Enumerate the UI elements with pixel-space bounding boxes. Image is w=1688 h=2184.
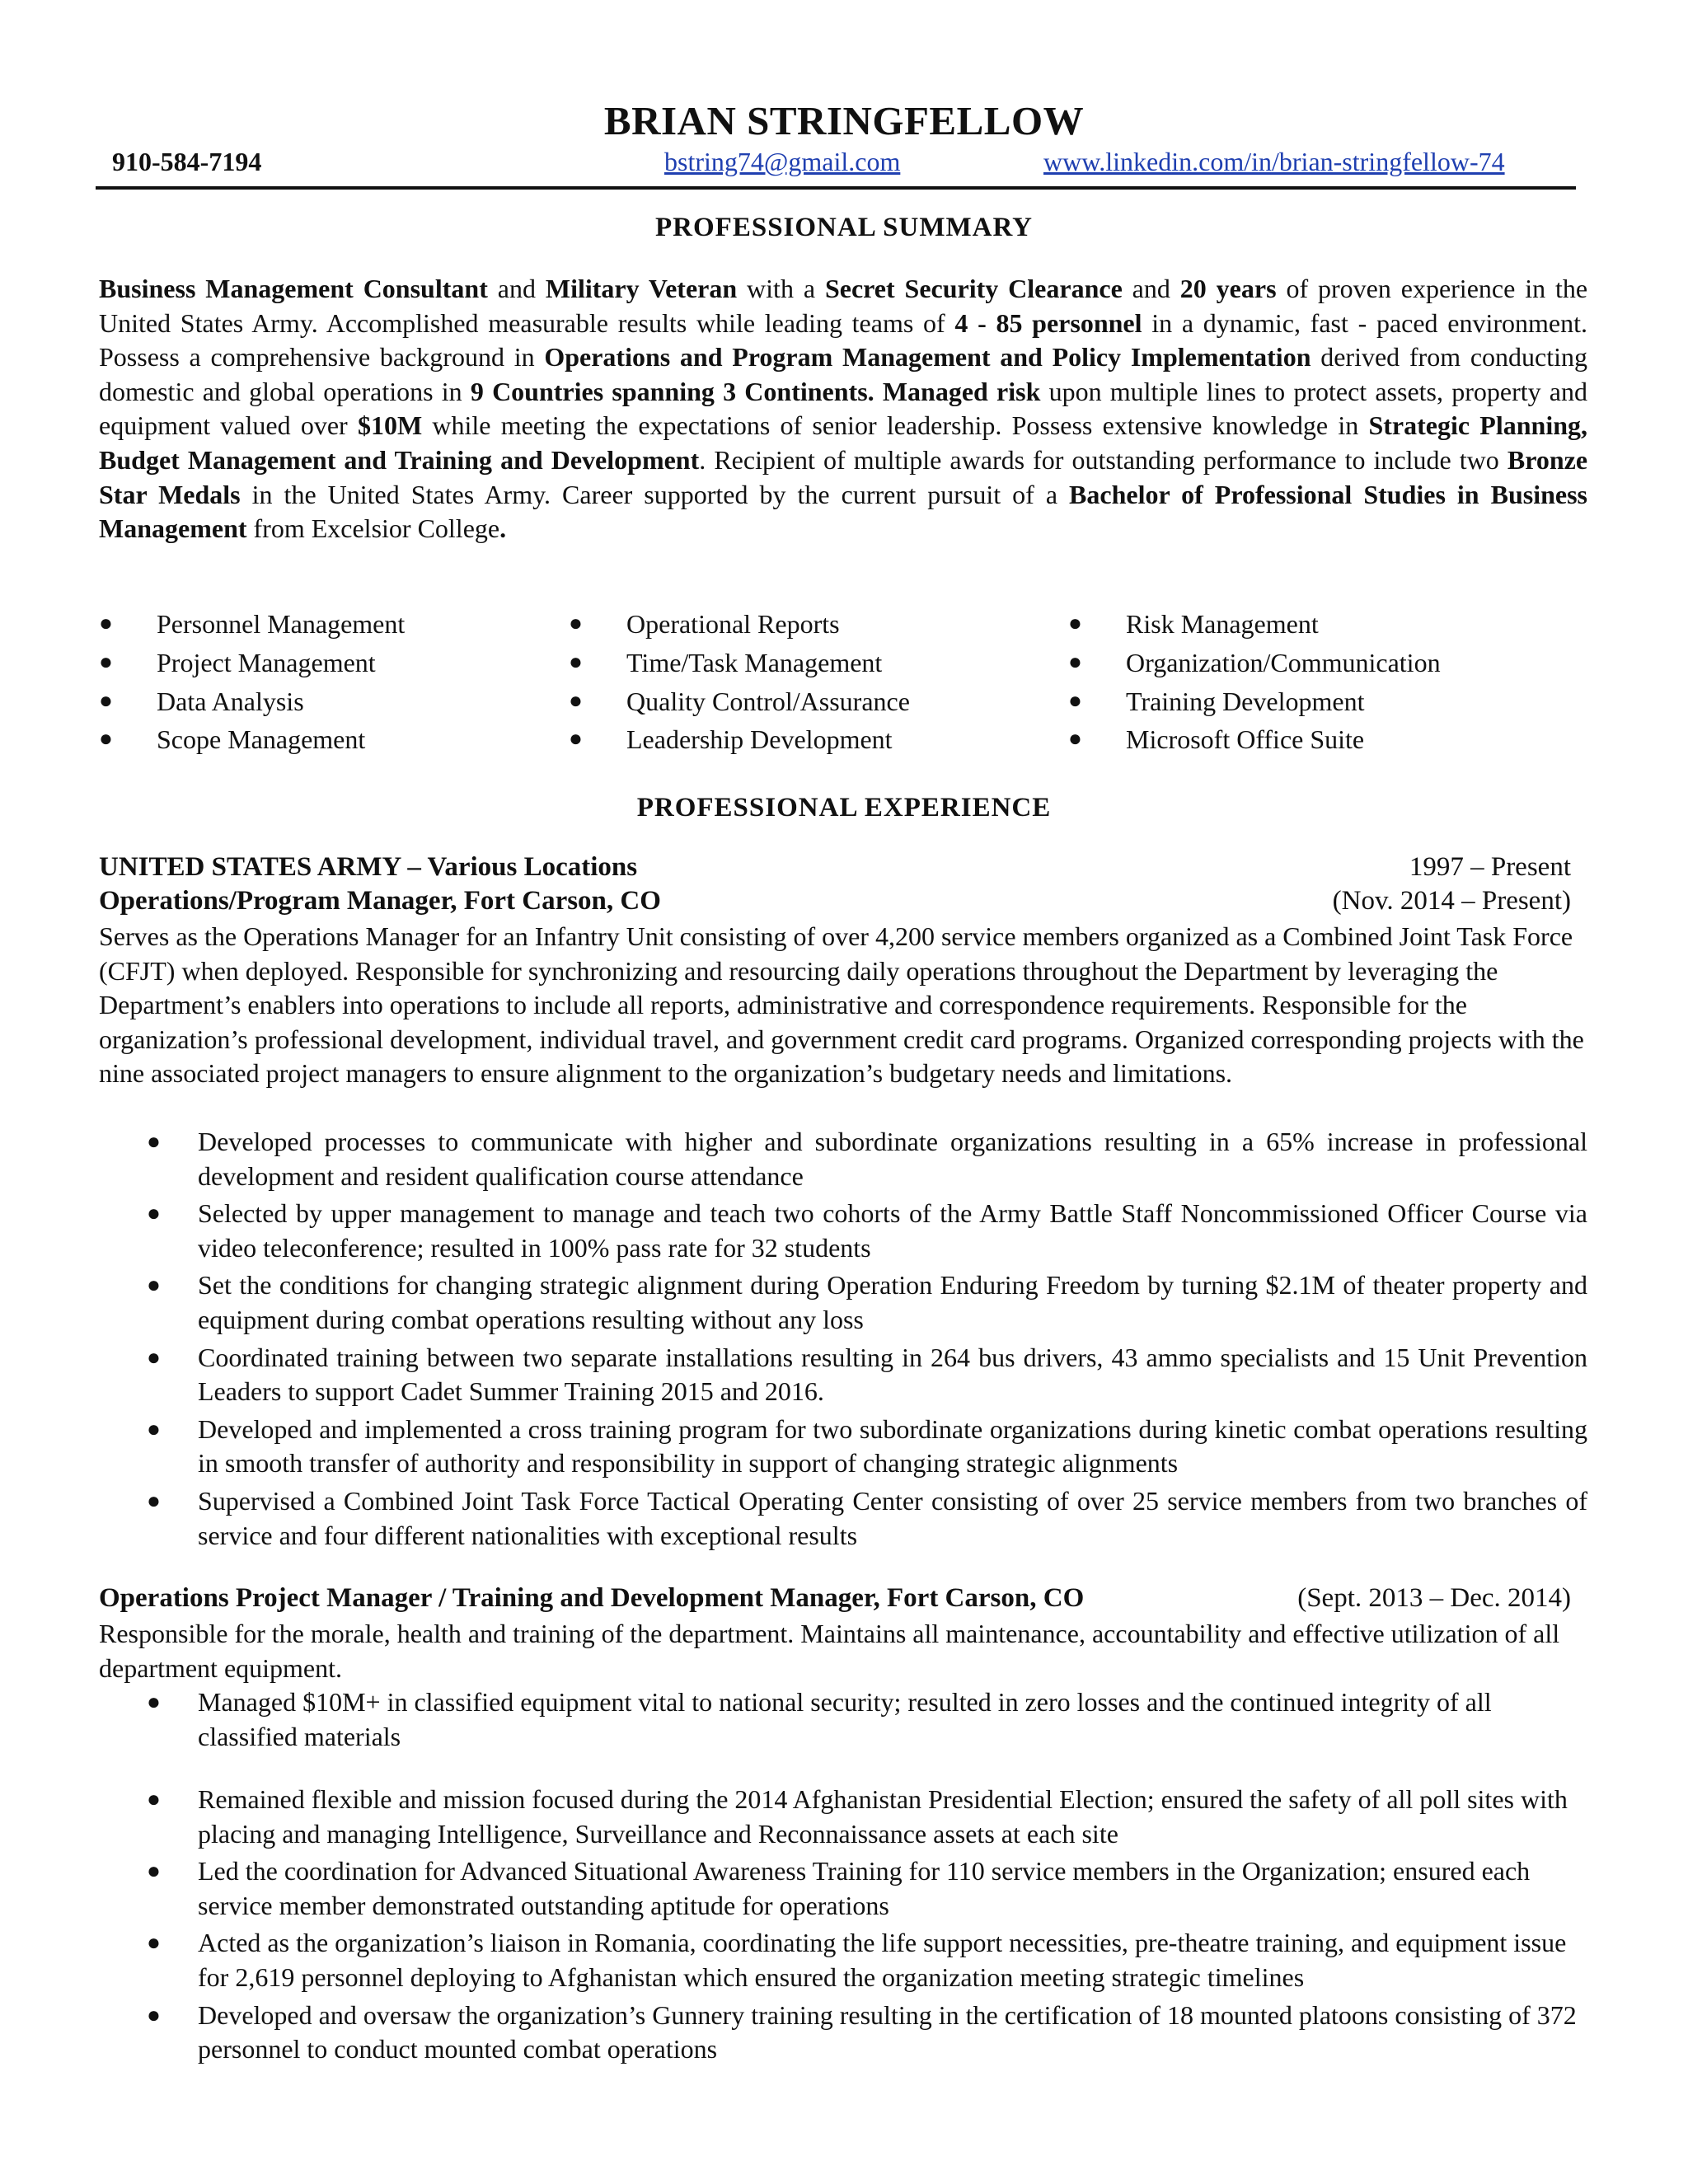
summary-segment: Bronze Star Medals	[99, 444, 1588, 509]
skill-item	[569, 644, 910, 682]
phone-number: 910-584-7194	[112, 147, 262, 176]
achievement-text: Led the coordination for Advanced Situational Awareness Training for 110 service members in the Organization; ensured each service member demonstrated outstanding aptitude for operations	[198, 1856, 1531, 1920]
job1-achievements	[99, 1125, 1587, 1553]
achievement-text: Acted as the organization’s liaison in Romania, coordinating the life support necessities, pre-theatre training, and equipment issue for 2,619 personnel deploying to Afghanistan which ensured the organization meeting strategic timelines	[198, 1928, 1567, 1992]
summary-segment: upon multiple lines to protect assets, property and equipment valued over	[99, 376, 1588, 441]
employer-row	[99, 852, 1571, 883]
employer-name: UNITED STATES ARMY – Various Locations	[99, 852, 638, 882]
bullet-icon: ●	[147, 1930, 161, 1957]
skill-label: Data Analysis	[157, 686, 304, 716]
bullet-icon: ●	[147, 1201, 161, 1227]
summary-segment: with a	[737, 274, 825, 303]
summary-segment: Military Veteran	[545, 274, 738, 303]
bullet-icon: ●	[147, 1488, 161, 1514]
bullet-icon: ●	[569, 649, 583, 675]
skill-label: Organization/Communication	[1126, 647, 1441, 677]
summary-paragraph	[99, 272, 1587, 546]
candidate-name: BRIAN STRINGFELLOW	[603, 98, 1085, 143]
achievement-text: Developed processes to communicate with higher and subordinate organizations resulting in a 65% increase in professional development and resident qualification course attendance	[198, 1127, 1587, 1191]
skill-item	[99, 605, 406, 644]
skill-label: Training Development	[1126, 686, 1365, 716]
summary-heading: PROFESSIONAL SUMMARY	[655, 213, 1033, 242]
achievement-item	[99, 1341, 1587, 1409]
job2-description: Responsible for the morale, health and training of the department. Maintains all maintenance, accountability and effective utilization of all department equipment.	[99, 1619, 1560, 1683]
summary-segment: Bachelor of Professional Studies in Business Management	[99, 479, 1588, 544]
skill-item	[1068, 682, 1441, 721]
summary-segment: Strategic Planning, Budget Management and Training and Development	[99, 410, 1588, 475]
skill-item	[1068, 720, 1441, 759]
summary-segment: and	[1122, 274, 1180, 303]
achievement-item	[99, 1484, 1587, 1553]
summary-segment: and	[487, 274, 546, 303]
skill-label: Leadership Development	[626, 724, 893, 755]
skill-label: Operational Reports	[626, 609, 840, 639]
skills-column-3	[1068, 605, 1441, 759]
summary-segment: .	[499, 513, 507, 544]
summary-segment: in a dynamic, fast - paced environment. Possess a comprehensive background in	[99, 307, 1588, 373]
skill-label: Risk Management	[1126, 609, 1319, 639]
achievement-item	[99, 1926, 1587, 1994]
skill-item	[1068, 605, 1441, 644]
summary-segment: from Excelsior College	[246, 513, 500, 544]
achievement-item	[99, 1999, 1587, 2067]
summary-segment: 9 Countries spanning 3 Continents. Managed risk	[470, 376, 1041, 406]
achievement-item	[99, 1783, 1587, 1851]
achievement-text: Coordinated training between two separate installations resulting in 264 bus drivers, 43 ammo specialists and 15 Unit Prevention Leaders to support Cadet Summer Training 2015 and 2016.	[198, 1342, 1587, 1407]
skills-column-1	[99, 605, 406, 759]
bullet-icon: ●	[99, 611, 113, 636]
bullet-icon: ●	[569, 687, 583, 714]
summary-segment: Business Management Consultant	[99, 274, 488, 303]
linkedin-link[interactable]: www.linkedin.com/in/brian-stringfellow-74	[1043, 147, 1505, 176]
skill-item	[99, 644, 405, 682]
achievement-text: Remained flexible and mission focused during the 2014 Afghanistan Presidential Election; ensured the safety of all poll sites with placing and managing Intelligence, Surveillance and Reconnaissance assets at each site	[198, 1784, 1568, 1849]
job2-achievements-b	[99, 1783, 1587, 2067]
summary-segment: Secret Security Clearance	[824, 274, 1123, 303]
achievement-text: Selected by upper management to manage and teach two cohorts of the Army Battle Staff Noncommissioned Officer Course via video teleconference; resulted in 100% pass rate for 32 students	[198, 1198, 1587, 1263]
summary-segment: 20 years	[1179, 274, 1277, 303]
experience-heading: PROFESSIONAL EXPERIENCE	[636, 793, 1052, 823]
bullet-icon: ●	[147, 1272, 161, 1299]
bullet-icon: ●	[147, 2002, 161, 2028]
achievement-item	[99, 1413, 1587, 1481]
achievement-item	[99, 1125, 1587, 1193]
summary-segment: in the United States Army. Career supported by the current pursuit of a	[240, 479, 1070, 509]
bullet-icon: ●	[1068, 726, 1082, 752]
bullet-icon: ●	[569, 611, 583, 636]
skill-item	[1068, 644, 1441, 682]
job1-title-row	[99, 886, 1571, 916]
achievement-item	[99, 1197, 1587, 1265]
job1-title: Operations/Program Manager, Fort Carson, CO	[99, 886, 661, 916]
bullet-icon: ●	[1068, 687, 1082, 714]
bullet-icon: ●	[147, 1416, 161, 1442]
summary-segment: while meeting the expectations of senior leadership. Possess extensive knowledge in	[422, 410, 1369, 441]
summary-segment: derived from conducting domestic and global operations in	[99, 342, 1588, 406]
job2-dates: (Sept. 2013 – Dec. 2014)	[1297, 1583, 1571, 1613]
skill-label: Project Management	[157, 647, 376, 677]
email-link[interactable]: bstring74@gmail.com	[664, 147, 901, 176]
bullet-icon: ●	[99, 726, 113, 752]
achievement-text: Managed $10M+ in classified equipment vital to national security; resulted in zero losses and the continued integrity of all classified materials	[198, 1687, 1492, 1751]
skill-item	[569, 682, 910, 721]
achievement-text: Set the conditions for changing strategic alignment during Operation Enduring Freedom by turning $2.1M of theater property and equipment during combat operations resulting without any loss	[198, 1270, 1587, 1334]
bullet-icon: ●	[1068, 649, 1082, 675]
achievement-text: Developed and oversaw the organization’s Gunnery training resulting in the certification of 18 mounted platoons consisting of 372 personnel to conduct mounted combat operations	[198, 1999, 1577, 2064]
achievement-item	[99, 1268, 1587, 1337]
skill-label: Microsoft Office Suite	[1126, 724, 1365, 755]
bullet-icon: ●	[99, 687, 113, 714]
skills-column-2	[569, 605, 910, 759]
summary-segment: . Recipient of multiple awards for outstanding performance to include two	[699, 444, 1507, 475]
skill-label: Scope Management	[157, 724, 366, 755]
skill-item	[569, 605, 910, 644]
skill-item	[99, 720, 405, 759]
job2-achievements-a	[99, 1685, 1587, 1754]
skill-label: Time/Task Management	[626, 647, 883, 677]
bullet-icon: ●	[147, 1858, 161, 1885]
bullet-icon: ●	[147, 1344, 161, 1371]
skill-label: Quality Control/Assurance	[626, 686, 910, 716]
job2-title: Operations Project Manager / Training and Development Manager, Fort Carson, CO	[99, 1583, 1085, 1613]
skill-label: Personnel Management	[157, 609, 406, 639]
achievement-text: Developed and implemented a cross training program for two subordinate organizations during kinetic combat operations resulting in smooth transfer of authority and responsibility in support of changing strategic alignments	[198, 1413, 1587, 1479]
header-divider	[96, 186, 1576, 190]
achievement-item	[99, 1854, 1587, 1923]
summary-segment: 4 - 85 personnel	[954, 307, 1142, 338]
bullet-icon: ●	[147, 1690, 161, 1715]
skill-item	[569, 720, 910, 759]
bullet-icon: ●	[99, 649, 113, 675]
bullet-icon: ●	[1068, 611, 1082, 636]
bullet-icon: ●	[147, 1129, 161, 1155]
achievement-text: Supervised a Combined Joint Task Force Tactical Operating Center consisting of over 25 service members from two branches of service and four different nationalities with exceptional results	[198, 1485, 1587, 1550]
summary-segment: $10M	[357, 410, 423, 441]
skill-item	[99, 682, 405, 721]
achievement-item	[99, 1685, 1587, 1754]
bullet-icon: ●	[569, 726, 583, 752]
employer-dates: 1997 – Present	[1409, 852, 1571, 882]
summary-segment: of proven experience in the United States Army. Accomplished measurable results while leading teams of	[99, 274, 1588, 338]
job2-title-row	[99, 1583, 1571, 1614]
job1-description: Serves as the Operations Manager for an Infantry Unit consisting of over 4,200 service members organized as a Combined Joint Task Force (CFJT) when deployed. Responsible for synchronizing and resourcing daily operations throughout the Department by leveraging the Department’s enablers into operations to include all reports, administrative and correspondence requirements. Responsible for the organization’s professional development, individual travel, and government credit card programs. Organized corresponding projects with the nine associated project managers to ensure alignment to the organization’s budgetary needs and limitations.	[99, 921, 1584, 1089]
bullet-icon: ●	[147, 1787, 161, 1812]
job1-dates: (Nov. 2014 – Present)	[1332, 886, 1571, 916]
summary-segment: Operations and Program Management and Policy Implementation	[544, 342, 1311, 373]
